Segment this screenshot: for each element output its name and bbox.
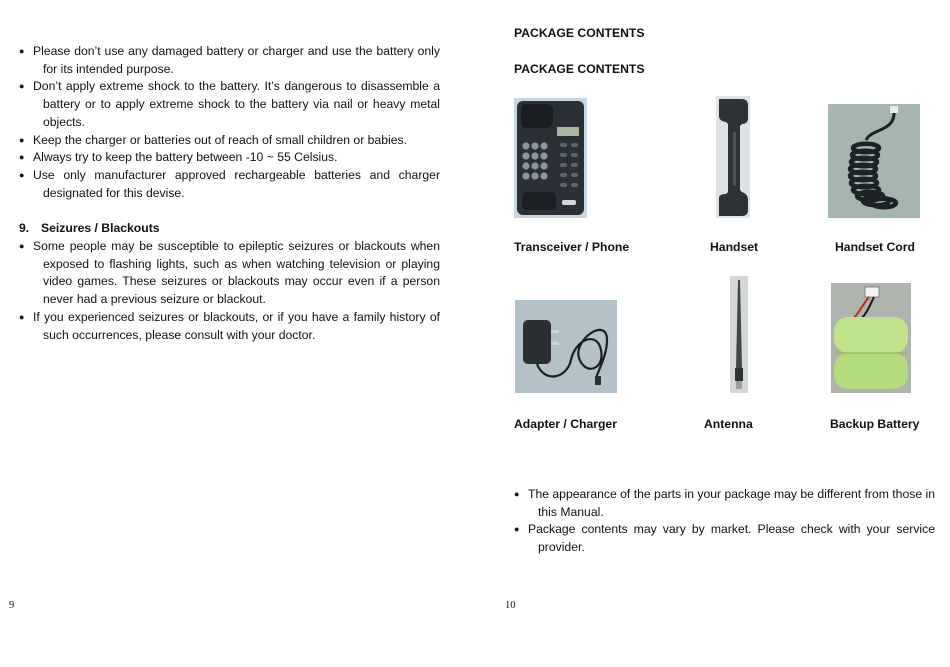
item-label-handset-cord: Handset Cord: [835, 240, 915, 254]
page-number: 9: [9, 600, 15, 611]
package-notes-list: [514, 486, 935, 557]
list-item: ● Use only manufacturer approved rechargeable batteries and charger designated for this devise.: [19, 167, 440, 202]
coiled-cord-icon: [828, 104, 920, 218]
list-item: ● Don’t apply extreme shock to the battery. It’s dangerous to disassemble a battery or to apply extreme shock to the battery via nail or heavy metal objects.: [19, 78, 440, 131]
seizure-warning-list: [19, 238, 440, 344]
package-contents-title: PACKAGE CONTENTS: [514, 62, 645, 76]
list-item: ● The appearance of the parts in your package may be different from those in this Manual.: [514, 486, 935, 521]
package-contents-title: PACKAGE CONTENTS: [514, 26, 645, 40]
list-item: ● Always try to keep the battery between -10 ~ 55 Celsius.: [19, 149, 440, 167]
item-label-adapter: Adapter / Charger: [514, 417, 617, 431]
item-label-battery: Backup Battery: [830, 417, 920, 431]
item-label-antenna: Antenna: [704, 417, 753, 431]
page-number: 10: [505, 600, 516, 611]
handset-icon: [716, 96, 750, 218]
section-title: Seizures / Blackouts: [41, 221, 160, 235]
section-heading: [19, 220, 160, 238]
list-item: ● Keep the charger or batteries out of reach of small children or babies.: [19, 132, 440, 150]
antenna-icon: [730, 276, 748, 393]
list-item: ● If you experienced seizures or blackouts, or if you have a family history of such occurrences, please consult with your doctor.: [19, 309, 440, 344]
list-item: ● Package contents may vary by market. Please check with your service provider.: [514, 521, 935, 556]
section-number: 9.: [19, 221, 30, 235]
battery-pack-icon: [831, 283, 911, 393]
item-label-handset: Handset: [710, 240, 759, 254]
right-page: [475, 0, 950, 667]
battery-safety-list: [19, 43, 440, 202]
list-item: ● Some people may be susceptible to epileptic seizures or blackouts when exposed to flashing lights, such as when watching television or playing video games. These seizures or blackouts may occur even if a person never had a previous seizure or blackout.: [19, 238, 440, 309]
power-adapter-icon: [515, 300, 617, 393]
item-label-transceiver: Transceiver / Phone: [514, 240, 630, 254]
desk-phone-icon: [514, 98, 587, 218]
list-item: ● Please don’t use any damaged battery or charger and use the battery only for its intended purpose.: [19, 43, 440, 78]
